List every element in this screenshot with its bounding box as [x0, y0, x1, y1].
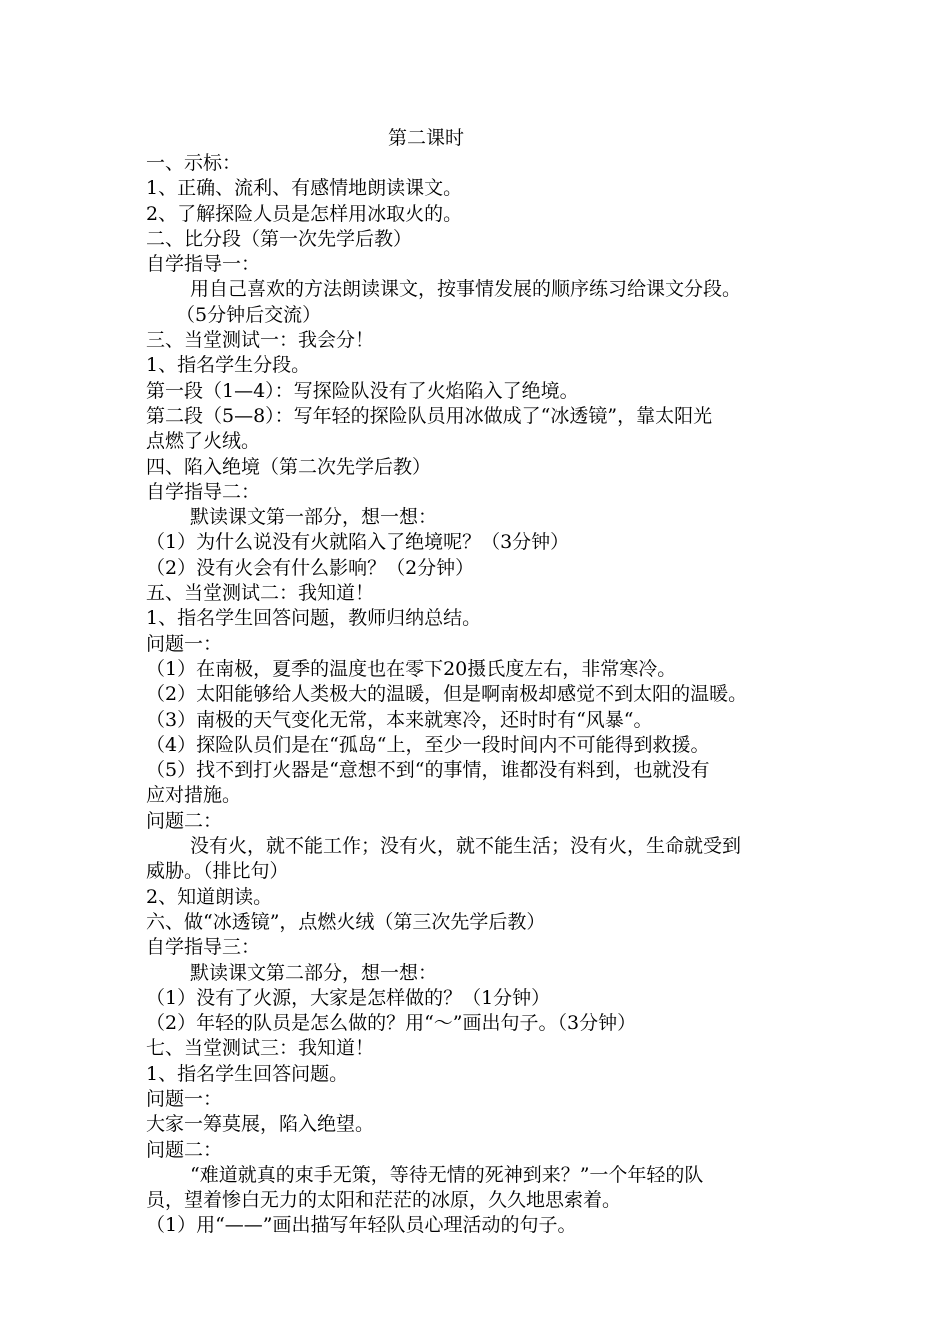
- text-line: （3）南极的天气变化无常，本来就寒冷，还时时有“风暴“。: [146, 708, 653, 731]
- text-line: 默读课文第二部分，想一想：: [190, 961, 438, 984]
- text-line: 二、比分段（第一次先学后教）: [146, 227, 413, 250]
- text-line: （1）在南极，夏季的温度也在零下20摄氏度左右，非常寒冷。: [146, 657, 677, 680]
- text-line: 四、陷入绝境（第二次先学后教）: [146, 455, 432, 478]
- text-line: 1、指名学生回答问题。: [146, 1062, 349, 1085]
- text-line: 自学指导三：: [146, 936, 261, 959]
- text-line: （2）年轻的队员是怎么做的？用“～”画出句子。（3分钟）: [146, 1012, 637, 1035]
- text-line: 问题一：: [146, 632, 223, 655]
- text-line: 第二段（5—8）：写年轻的探险队员用冰做成了“冰透镜”，靠太阳光: [146, 404, 713, 427]
- text-line: 自学指导一：: [146, 253, 261, 276]
- text-line: （5）找不到打火器是“意想不到“的事情，谁都没有料到，也就没有: [146, 759, 710, 782]
- text-line: 2、知道朗读。: [146, 885, 273, 908]
- text-line: 六、做“冰透镜”，点燃火绒（第三次先学后教）: [146, 910, 546, 933]
- text-line: 2、了解探险人员是怎样用冰取火的。: [146, 202, 463, 225]
- text-line: 一、示标：: [146, 152, 242, 174]
- text-line: 员，望着惨白无力的太阳和茫茫的冰原，久久地思索着。: [146, 1189, 622, 1212]
- text-line: 问题二：: [146, 1138, 223, 1161]
- page-title: 第二课时: [387, 127, 464, 149]
- text-line: 自学指导二：: [146, 480, 261, 503]
- text-line: 三、当堂测试一：我会分！: [146, 329, 375, 352]
- text-line: 五、当堂测试二：我知道！: [146, 582, 375, 605]
- text-line: 默读课文第一部分，想一想：: [190, 506, 438, 529]
- text-line: 威胁。（排比句）: [146, 860, 289, 883]
- text-line: （1）为什么说没有火就陷入了绝境呢？（3分钟）: [146, 531, 570, 554]
- text-line: 1、指名学生分段。: [146, 354, 311, 377]
- text-line: （4）探险队员们是在“孤岛“上，至少一段时间内不可能得到救援。: [146, 733, 710, 756]
- text-line: 1、指名学生回答问题，教师归纳总结。: [146, 607, 482, 630]
- text-line: 问题一：: [146, 1087, 223, 1110]
- document-body: [146, 151, 836, 1239]
- text-line: （1）没有了火源，大家是怎样做的？（1分钟）: [146, 986, 551, 1009]
- text-line: （5分钟后交流）: [176, 303, 322, 326]
- text-line: 应对措施。: [146, 784, 242, 807]
- text-line: 点燃了火绒。: [146, 430, 261, 453]
- text-line: （1）用“——”画出描写年轻队员心理活动的句子。: [146, 1214, 577, 1237]
- text-line: 没有火，就不能工作；没有火，就不能生活；没有火，生命就受到: [190, 835, 742, 858]
- text-line: 大家一筹莫展，陷入绝望。: [146, 1113, 375, 1136]
- text-line: （2）太阳能够给人类极大的温暖，但是啊南极却感觉不到太阳的温暖。: [146, 683, 748, 706]
- text-line: “难道就真的束手无策，等待无情的死神到来？”一个年轻的队: [190, 1163, 704, 1186]
- text-line: 1、正确、流利、有感情地朗读课文。: [146, 177, 463, 200]
- text-line: 用自己喜欢的方法朗读课文，按事情发展的顺序练习给课文分段。: [190, 278, 742, 301]
- text-line: （2）没有火会有什么影响？（2分钟）: [146, 556, 475, 579]
- text-line: 问题二：: [146, 809, 223, 832]
- text-line: 七、当堂测试三：我知道！: [146, 1037, 375, 1060]
- text-line: 第一段（1—4）：写探险队没有了火焰陷入了绝境。: [146, 379, 579, 402]
